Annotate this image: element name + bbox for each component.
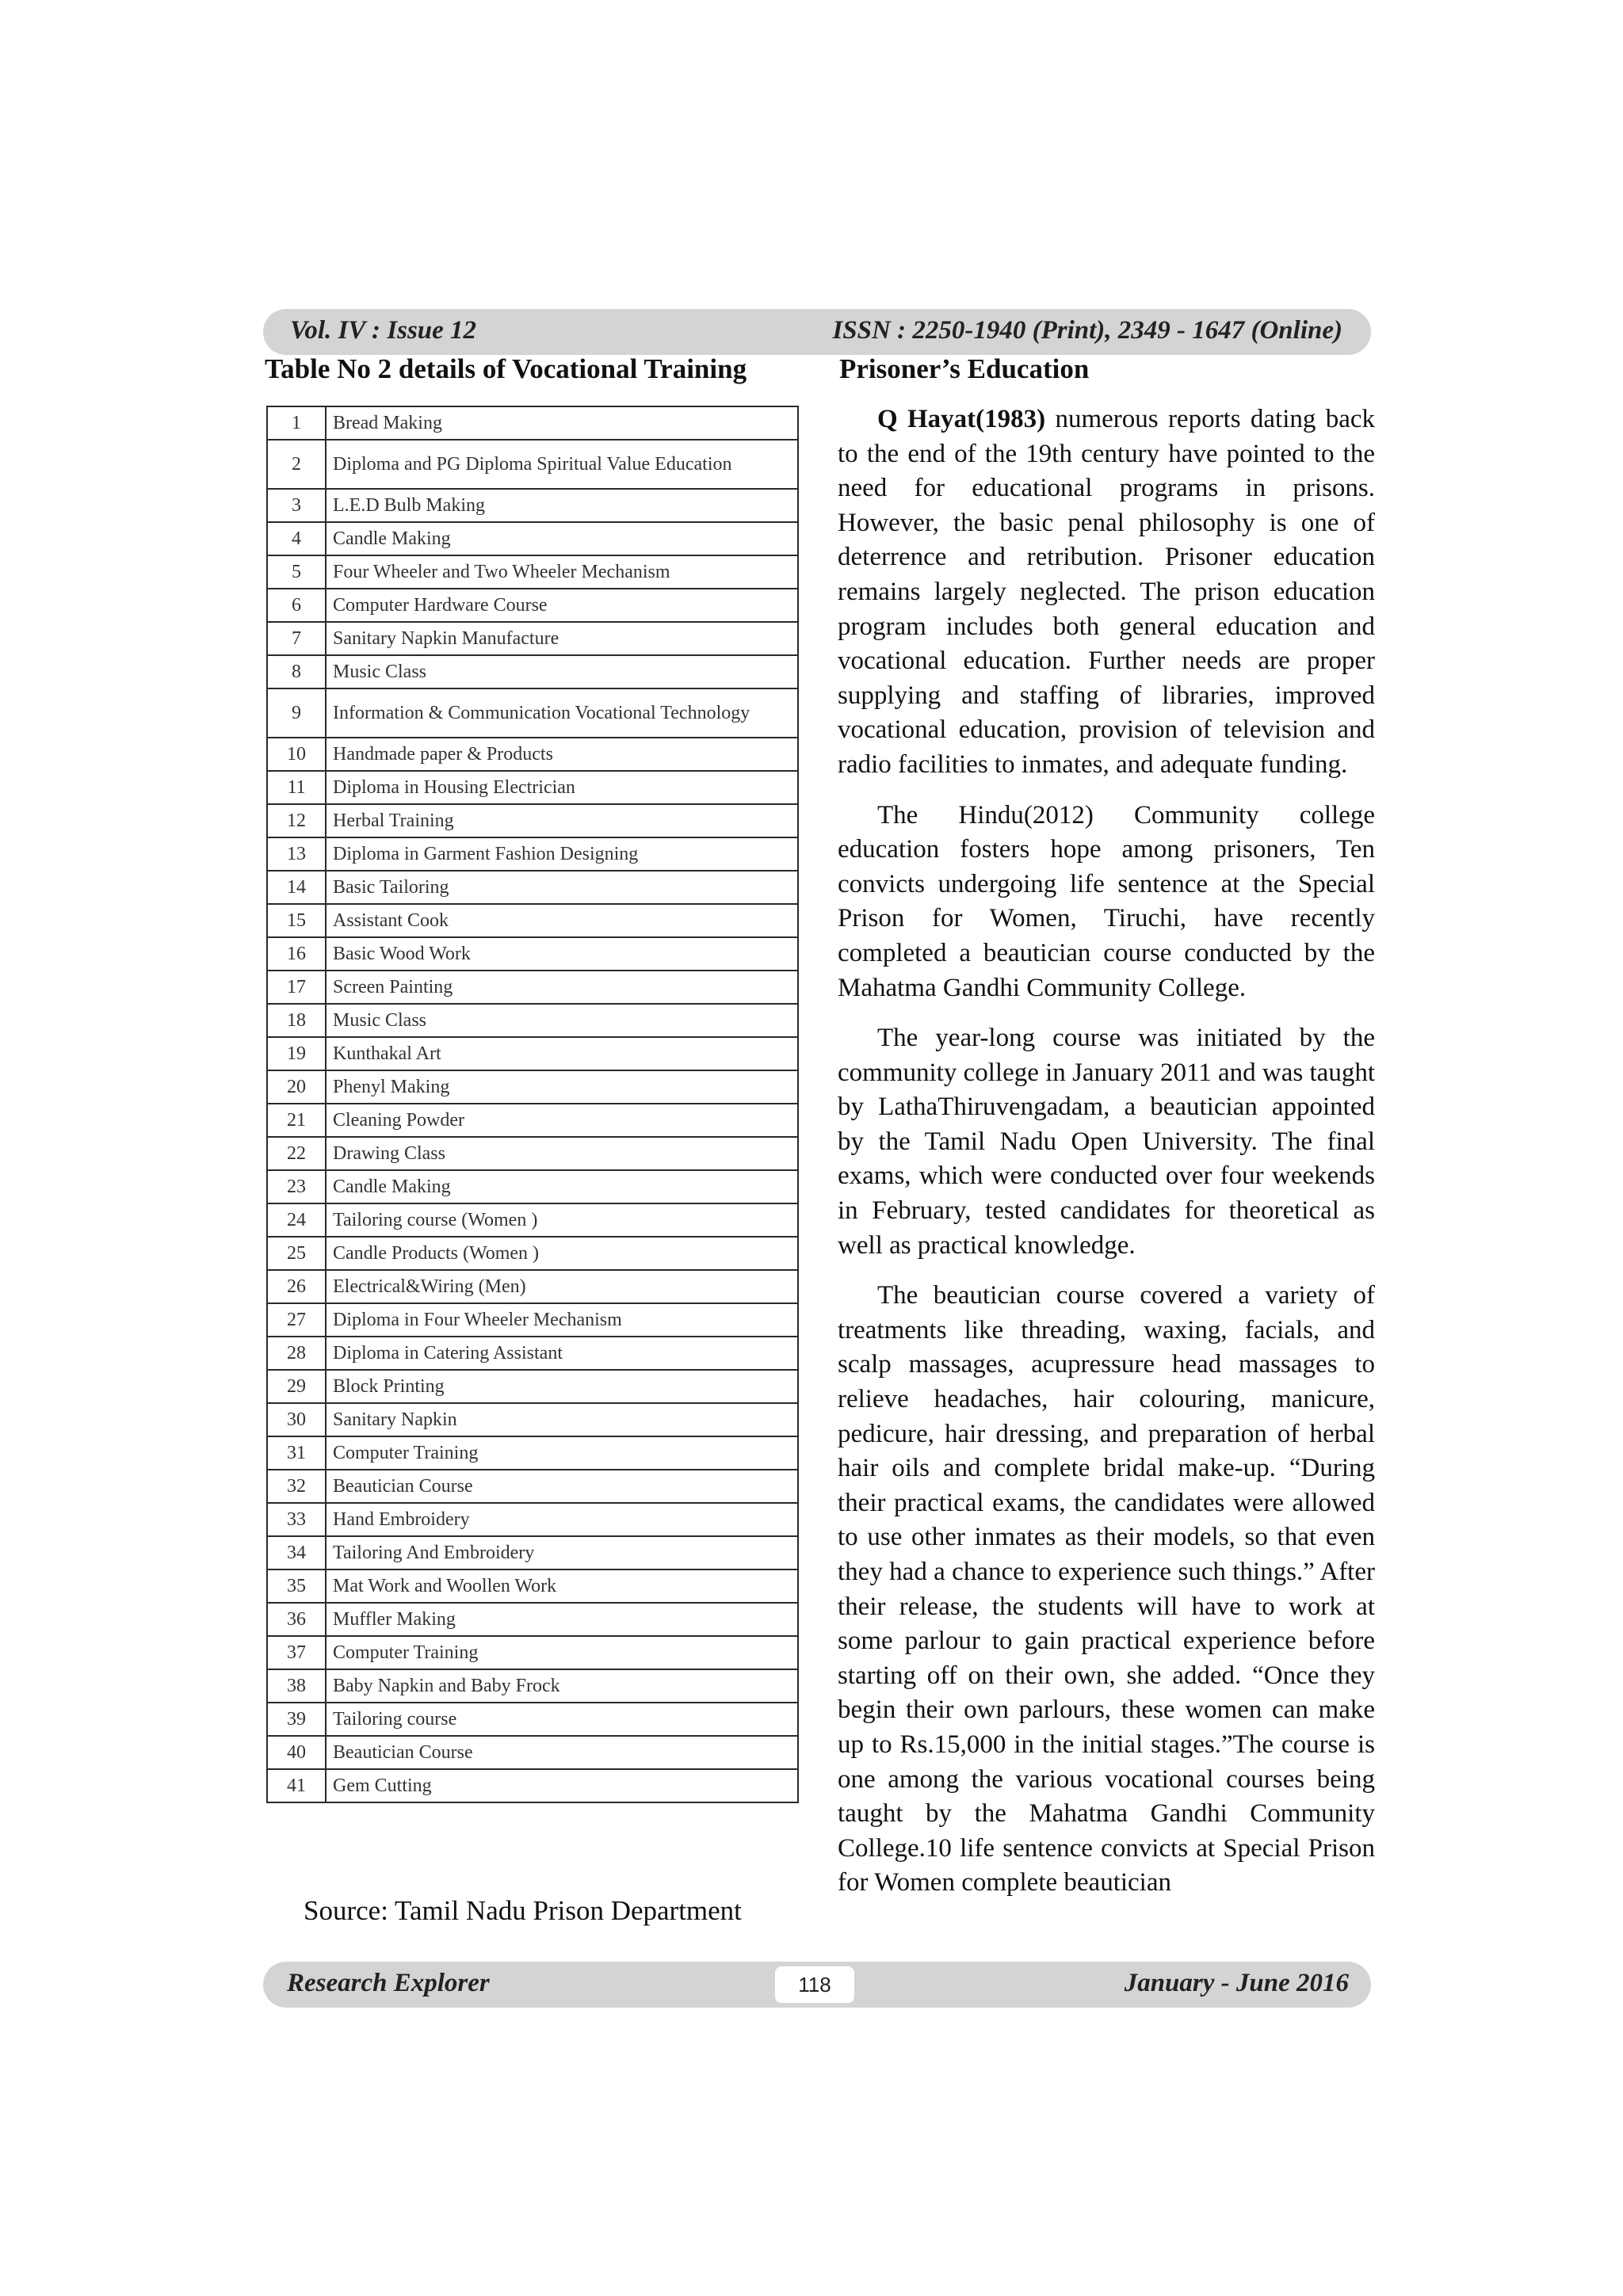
paragraph-1 [838, 402, 1375, 783]
table-body [267, 406, 798, 1802]
row-number: 19 [267, 1037, 326, 1070]
table-row [267, 622, 798, 655]
row-number: 29 [267, 1370, 326, 1403]
row-number: 9 [267, 688, 326, 738]
table-row [267, 1736, 798, 1769]
training-name: Mat Work and Woollen Work [326, 1569, 798, 1603]
vocational-training-table [266, 406, 799, 1803]
training-name: Computer Training [326, 1636, 798, 1669]
row-number: 35 [267, 1569, 326, 1603]
table-row [267, 904, 798, 937]
row-number: 26 [267, 1270, 326, 1303]
row-number: 41 [267, 1769, 326, 1802]
table-row [267, 738, 798, 771]
row-number: 2 [267, 440, 326, 489]
row-number: 40 [267, 1736, 326, 1769]
row-number: 24 [267, 1203, 326, 1237]
table-row [267, 1403, 798, 1436]
row-number: 5 [267, 555, 326, 589]
training-name: Beautician Course [326, 1470, 798, 1503]
table-row [267, 1337, 798, 1370]
table-row [267, 1070, 798, 1104]
training-name: Herbal Training [326, 804, 798, 837]
paragraph-1-text: numerous reports dating back to the end of the 19th century have pointed to the need for educational programs in prisons. However, the basic penal philosophy is one of deterrence and retribution. Prisoner education remains largely neglected. The prison education program includes both general education and vocational education. Further needs are proper supplying and staffing of libraries, improved vocational education, provision of television and radio facilities to inmates, and adequate funding. [838, 405, 1376, 779]
row-number: 21 [267, 1104, 326, 1137]
training-name: Gem Cutting [326, 1769, 798, 1802]
table-source: Source: Tamil Nadu Prison Department [304, 1895, 742, 1926]
paragraph-4: The beautician course covered a variety of treatments like threading, waxing, facials, and scalp massages, acupressure head massages to relieve headaches, hair colouring, manicure, pedicure, hair dressing, and preparation of herbal hair oils and complete bridal make-up. “During their practical exams, the candidates were allowed to use other inmates as their models, so that even they had a chance to experience such things.” After their release, the students will have to work at some parlour to gain practical experience before starting off on their own, she added. “Once they begin their own parlours, these women can make up to Rs.15,000 in the initial stages.”The course is one among the various vocational courses being taught by the Mahatma Gandhi Community College.10 life sentence convicts at Special Prison for Women complete beautician [838, 1281, 1375, 1897]
table-row [267, 1370, 798, 1403]
row-number: 10 [267, 738, 326, 771]
row-number: 16 [267, 937, 326, 971]
training-name: Candle Making [326, 522, 798, 555]
table-row [267, 937, 798, 971]
training-name: Phenyl Making [326, 1070, 798, 1104]
training-name: Computer Hardware Course [326, 589, 798, 622]
table-row [267, 1170, 798, 1203]
row-number: 11 [267, 771, 326, 804]
table-row [267, 1037, 798, 1070]
row-number: 4 [267, 522, 326, 555]
row-number: 1 [267, 406, 326, 440]
training-name: Beautician Course [326, 1736, 798, 1769]
table-row [267, 1703, 798, 1736]
training-name: Four Wheeler and Two Wheeler Mechanism [326, 555, 798, 589]
table-row [267, 1137, 798, 1170]
training-name: Tailoring course [326, 1703, 798, 1736]
table-row [267, 1104, 798, 1137]
training-name: Electrical&Wiring (Men) [326, 1270, 798, 1303]
table-row [267, 1004, 798, 1037]
table-row [267, 971, 798, 1004]
training-name: Diploma and PG Diploma Spiritual Value Education [326, 440, 798, 489]
table-row [267, 440, 798, 489]
table-row [267, 1603, 798, 1636]
training-name: Tailoring And Embroidery [326, 1536, 798, 1569]
table-row [267, 1436, 798, 1470]
row-number: 34 [267, 1536, 326, 1569]
training-name: Baby Napkin and Baby Frock [326, 1669, 798, 1703]
training-name: Music Class [326, 1004, 798, 1037]
row-number: 33 [267, 1503, 326, 1536]
training-name: Cleaning Powder [326, 1104, 798, 1137]
row-number: 39 [267, 1703, 326, 1736]
training-name: Handmade paper & Products [326, 738, 798, 771]
row-number: 18 [267, 1004, 326, 1037]
row-number: 38 [267, 1669, 326, 1703]
row-number: 7 [267, 622, 326, 655]
table-row [267, 406, 798, 440]
table-row [267, 589, 798, 622]
row-number: 3 [267, 489, 326, 522]
training-name: Diploma in Four Wheeler Mechanism [326, 1303, 798, 1337]
training-name: Kunthakal Art [326, 1037, 798, 1070]
training-name: Sanitary Napkin [326, 1403, 798, 1436]
training-name: Sanitary Napkin Manufacture [326, 622, 798, 655]
page-number: 118 [775, 1966, 854, 2003]
training-name: Block Printing [326, 1370, 798, 1403]
training-name: Screen Painting [326, 971, 798, 1004]
training-name: Basic Tailoring [326, 871, 798, 904]
training-name: Computer Training [326, 1436, 798, 1470]
row-number: 31 [267, 1436, 326, 1470]
issn: ISSN : 2250-1940 (Print), 2349 - 1647 (Online) [832, 316, 1342, 345]
row-number: 37 [267, 1636, 326, 1669]
table-row [267, 688, 798, 738]
training-name: Bread Making [326, 406, 798, 440]
training-name: Diploma in Garment Fashion Designing [326, 837, 798, 871]
row-number: 6 [267, 589, 326, 622]
table-row [267, 1569, 798, 1603]
table-row [267, 771, 798, 804]
row-number: 36 [267, 1603, 326, 1636]
citation-lead: Q Hayat(1983) [877, 405, 1046, 433]
training-name: Hand Embroidery [326, 1503, 798, 1536]
table-row [267, 1237, 798, 1270]
training-name: Assistant Cook [326, 904, 798, 937]
row-number: 14 [267, 871, 326, 904]
training-name: Information & Communication Vocational Technology [326, 688, 798, 738]
table-row [267, 1270, 798, 1303]
row-number: 27 [267, 1303, 326, 1337]
training-name: Tailoring course (Women ) [326, 1203, 798, 1237]
volume-issue: Vol. IV : Issue 12 [290, 316, 477, 345]
table-row [267, 489, 798, 522]
issue-date: January - June 2016 [1124, 1969, 1349, 1997]
paragraph-3: The year-long course was initiated by the community college in January 2011 and was taught by LathaThiruvengadam, a beautician appointed by the Tamil Nadu Open University. The final exams, which were conducted over four weekends in February, tested candidates for theoretical as well as practical knowledge. [838, 1024, 1375, 1260]
table-row [267, 1636, 798, 1669]
training-name: Candle Making [326, 1170, 798, 1203]
row-number: 12 [267, 804, 326, 837]
article-body [838, 402, 1375, 1901]
training-name: Basic Wood Work [326, 937, 798, 971]
training-name: Candle Products (Women ) [326, 1237, 798, 1270]
table-row [267, 804, 798, 837]
table-row [267, 1669, 798, 1703]
row-number: 25 [267, 1237, 326, 1270]
row-number: 20 [267, 1070, 326, 1104]
table-title: Table No 2 details of Vocational Training [265, 353, 747, 384]
row-number: 8 [267, 655, 326, 688]
table-row [267, 522, 798, 555]
row-number: 22 [267, 1137, 326, 1170]
table-row [267, 1303, 798, 1337]
training-name: Diploma in Housing Electrician [326, 771, 798, 804]
table-row [267, 871, 798, 904]
training-name: Muffler Making [326, 1603, 798, 1636]
row-number: 15 [267, 904, 326, 937]
table-row [267, 1536, 798, 1569]
training-name: Music Class [326, 655, 798, 688]
row-number: 30 [267, 1403, 326, 1436]
table-row [267, 837, 798, 871]
table-row [267, 1203, 798, 1237]
running-header [263, 309, 1371, 355]
row-number: 13 [267, 837, 326, 871]
table-row [267, 655, 798, 688]
training-name: Diploma in Catering Assistant [326, 1337, 798, 1370]
row-number: 28 [267, 1337, 326, 1370]
training-name: Drawing Class [326, 1137, 798, 1170]
paragraph-2: The Hindu(2012) Community college education fosters hope among prisoners, Ten convicts undergoing life sentence at the Special Prison for Women, Tiruchi, have recently completed a beautician course conducted by the Mahatma Gandhi Community College. [838, 800, 1375, 1002]
training-name: L.E.D Bulb Making [326, 489, 798, 522]
table-row [267, 1470, 798, 1503]
row-number: 23 [267, 1170, 326, 1203]
journal-name: Research Explorer [287, 1969, 490, 1997]
section-heading: Prisoner’s Education [839, 353, 1090, 384]
table-row [267, 1503, 798, 1536]
row-number: 32 [267, 1470, 326, 1503]
row-number: 17 [267, 971, 326, 1004]
table-row [267, 555, 798, 589]
table-row [267, 1769, 798, 1802]
